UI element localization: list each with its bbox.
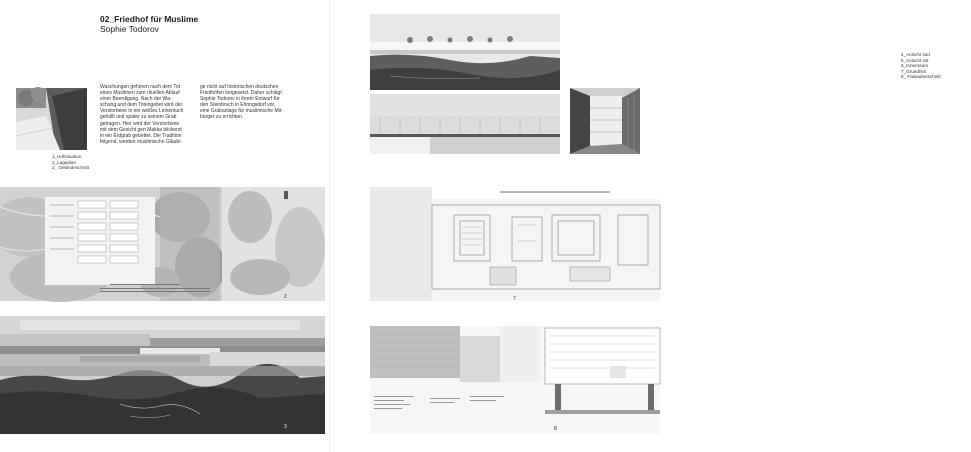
facade-section-image	[370, 326, 660, 434]
page-number-8: 8	[554, 426, 557, 432]
caption-left: 1_Hofsituation 2_Lageplan 3_ Geländeschnitt	[52, 154, 90, 171]
courtyard-photo	[16, 88, 87, 150]
south-elevation-image	[370, 14, 560, 90]
floor-plan-image	[370, 187, 660, 301]
right-page	[330, 0, 941, 452]
page-number-2: 2	[284, 294, 287, 300]
page-number-7: 7	[513, 296, 516, 302]
site-plan-image	[0, 187, 325, 301]
caption-right: 4_Ansicht süd 5_Ansicht ost 6_Innenraum 7_Grundriss 8_ Fassadenschnitt	[901, 52, 941, 80]
left-page	[0, 0, 330, 452]
page-number-3: 3	[284, 424, 287, 430]
article-author: Sophie Todorov	[100, 24, 159, 34]
east-elevation-image	[370, 94, 560, 154]
article-title: 02_Friedhof für Muslime	[100, 14, 199, 24]
body-text-column-2: ge nicht auf historischen deutschen Friedhöfen beigesetzt. Daher schlägt Sophie Todorov in ihrem Entwurf für den Steinbruch in Ehringsdorf vor, eine Grabanlage für muslimische Mit- bürger zu errichten.	[200, 84, 283, 121]
body-text-column-1: Waschungen gehören nach dem Tot eines Muslimen zum rituellen Ablauf einer Beerdigung. Nach der Wa- schung und dem Totengebet wird der Verstorbene in ein weißes Leinentuch gehüllt und später zu seinem Grab getragen. Hier wird der Verstorbene mit dem Gesicht gen Makka blickend in ein Erdgrab gebettet. Die Tradition folgend, werden muslimische Gläubi-	[100, 84, 184, 145]
interior-photo	[570, 88, 640, 154]
terrain-section-image	[0, 316, 325, 434]
